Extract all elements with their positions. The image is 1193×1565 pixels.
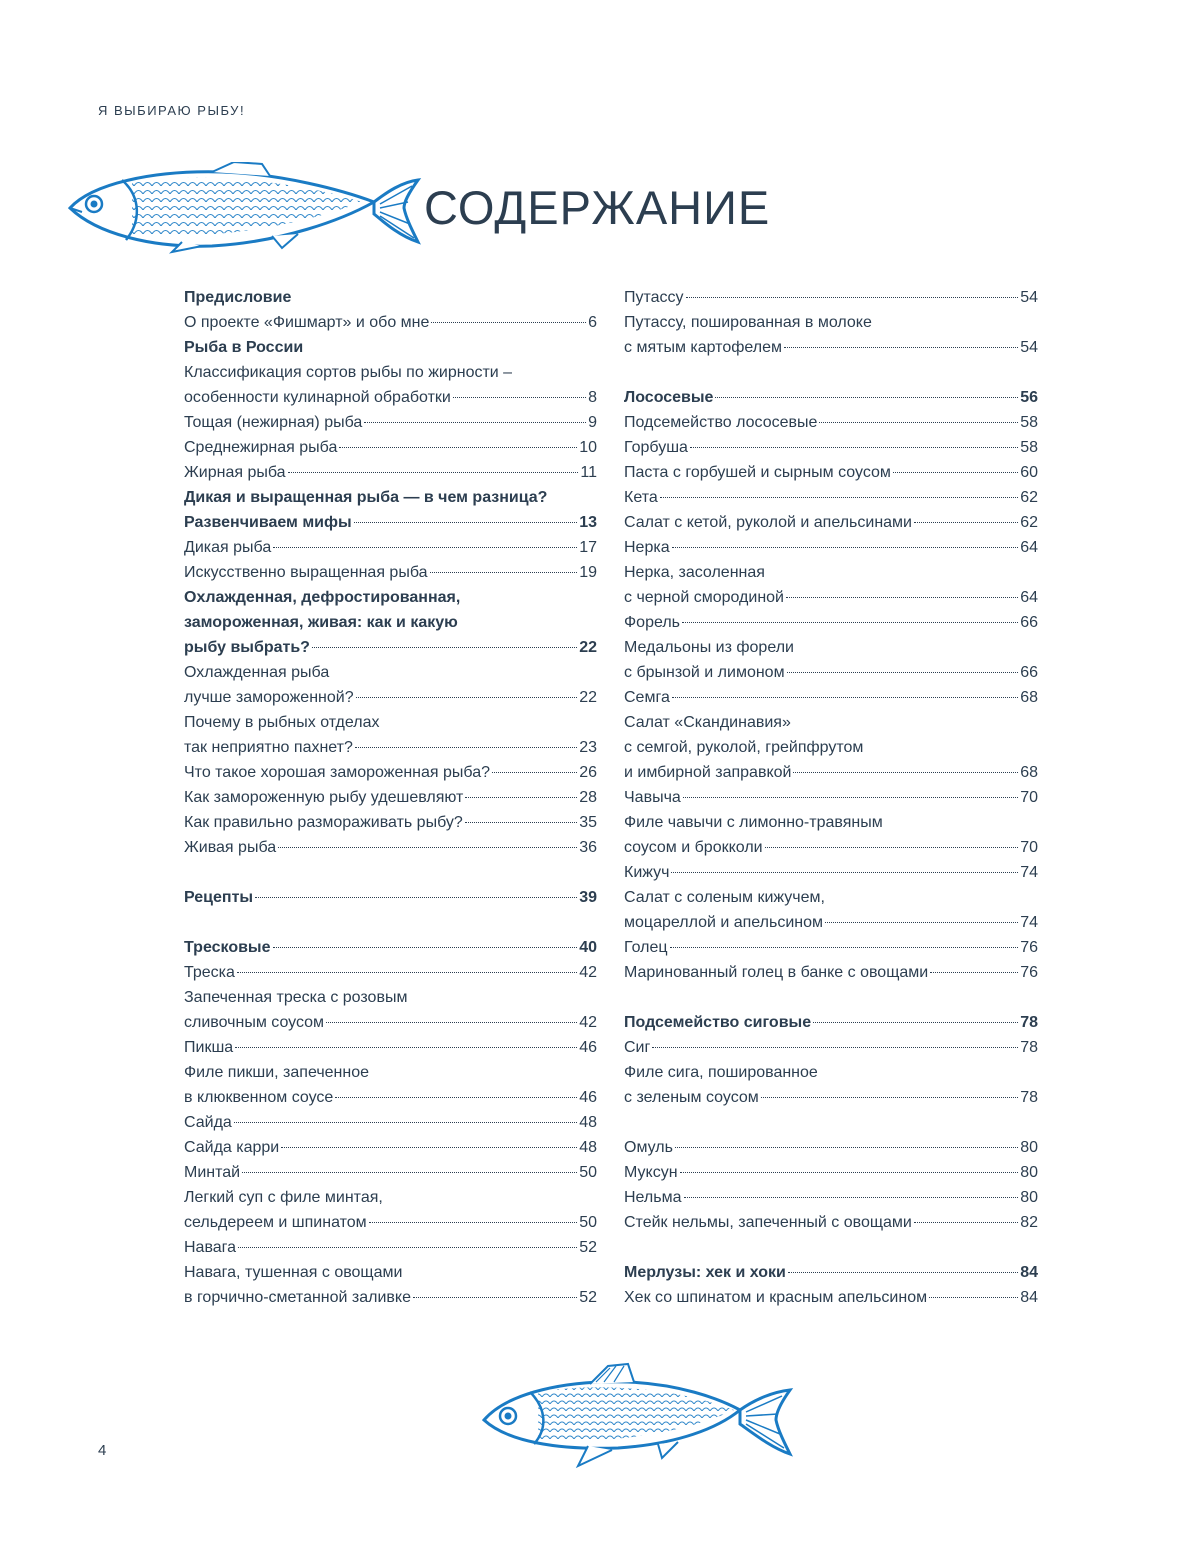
toc-entry-title: соусом и брокколи xyxy=(624,839,763,856)
toc-entry-page: 42 xyxy=(579,1014,597,1031)
toc-entry-title: Сайда карри xyxy=(184,1139,280,1156)
dot-leader xyxy=(788,1271,1018,1273)
dot-leader xyxy=(929,1296,1018,1298)
toc-entry xyxy=(184,1185,597,1210)
dot-leader xyxy=(354,521,578,523)
dot-leader xyxy=(793,771,1018,773)
toc-section-heading xyxy=(184,585,597,610)
toc-entry-title: Что такое хорошая замороженная рыба? xyxy=(184,764,491,781)
toc-entry-title: Навага xyxy=(184,1239,237,1256)
toc-entry-title: Как правильно размораживать рыбу? xyxy=(184,814,463,831)
toc-entry xyxy=(624,685,1038,710)
toc-entry-page: 68 xyxy=(1020,764,1038,781)
toc-entry-title: Жирная рыба xyxy=(184,464,286,481)
toc-entry xyxy=(624,285,1038,310)
toc-spacer xyxy=(624,360,1038,385)
toc-entry-page: 78 xyxy=(1020,1014,1038,1031)
toc-entry xyxy=(624,1210,1038,1235)
toc-entry-title: Лососевые xyxy=(624,389,714,406)
page-title: СОДЕРЖАНИЕ xyxy=(424,181,771,234)
toc-entry xyxy=(624,735,1038,760)
toc-entry xyxy=(184,1060,597,1085)
toc-spacer xyxy=(184,910,597,935)
toc-entry-title: Подсемейство лососевые xyxy=(624,414,818,431)
dot-leader xyxy=(369,1221,578,1223)
toc-entry-page: 10 xyxy=(579,439,597,456)
toc-entry-title: в горчично-сметанной заливке xyxy=(184,1289,411,1306)
toc-entry-title: и имбирной заправкой xyxy=(624,764,792,781)
toc-entry-page: 22 xyxy=(579,689,597,706)
dot-leader xyxy=(235,1046,577,1048)
toc-entry xyxy=(624,635,1038,660)
toc-entry-page: 6 xyxy=(588,314,597,331)
toc-entry-page: 39 xyxy=(579,889,597,906)
toc-entry-page: 11 xyxy=(580,464,597,481)
toc-entry-page: 82 xyxy=(1020,1214,1038,1231)
toc-entry-page: 80 xyxy=(1020,1164,1038,1181)
toc-entry-title: Горбуша xyxy=(624,439,688,456)
toc-entry-title: Муксун xyxy=(624,1164,678,1181)
toc-section-heading xyxy=(184,485,597,510)
toc-entry-page: 62 xyxy=(1020,489,1038,506)
toc-entry xyxy=(184,1010,597,1035)
toc-entry-title: Кижуч xyxy=(624,864,670,881)
dot-leader xyxy=(683,796,1018,798)
toc-entry-title: Живая рыба xyxy=(184,839,277,856)
dot-leader xyxy=(825,921,1018,923)
toc-entry-page: 60 xyxy=(1020,464,1038,481)
toc-entry-title: Салат с соленым кижучем, xyxy=(624,889,825,906)
toc-entry-page: 46 xyxy=(579,1039,597,1056)
toc-entry-page: 52 xyxy=(579,1289,597,1306)
toc-entry xyxy=(624,860,1038,885)
dot-leader xyxy=(339,446,577,448)
toc-entry xyxy=(624,610,1038,635)
toc-entry-title: так неприятно пахнет? xyxy=(184,739,353,756)
toc-entry xyxy=(624,510,1038,535)
toc-entry-title: Салат с кетой, руколой и апельсинами xyxy=(624,514,912,531)
dot-leader xyxy=(413,1296,577,1298)
toc-entry-title: Минтай xyxy=(184,1164,241,1181)
toc-entry-title: Маринованный голец в банке с овощами xyxy=(624,964,929,981)
toc-spacer xyxy=(184,860,597,885)
toc-entry-title: Треска xyxy=(184,964,235,981)
toc-entry-page: 13 xyxy=(579,514,597,531)
toc-entry xyxy=(624,435,1038,460)
dot-leader xyxy=(914,1221,1018,1223)
toc-entry xyxy=(184,1135,597,1160)
dot-leader xyxy=(819,421,1018,423)
dot-leader xyxy=(430,571,578,573)
toc-entry-title: Тресковые xyxy=(184,939,271,956)
dot-leader xyxy=(684,1196,1019,1198)
toc-entry xyxy=(184,960,597,985)
toc-entry-title: Искусственно выращенная рыба xyxy=(184,564,428,581)
toc-section-heading xyxy=(184,510,597,535)
toc-entry-page: 68 xyxy=(1020,689,1038,706)
toc-entry xyxy=(184,1260,597,1285)
toc-entry-title: Нерка, засоленная xyxy=(624,564,765,581)
toc-entry-title: в клюквенном соусе xyxy=(184,1089,334,1106)
toc-entry-title: Пикша xyxy=(184,1039,234,1056)
dot-leader xyxy=(715,396,1018,398)
toc-entry-title: Салат «Скандинавия» xyxy=(624,714,791,731)
toc-entry-title: с черной смородиной xyxy=(624,589,784,606)
toc-entry-title: моцареллой и апельсином xyxy=(624,914,824,931)
toc-entry xyxy=(624,1285,1038,1310)
toc-entry xyxy=(624,1135,1038,1160)
toc-entry-title: с зеленым соусом xyxy=(624,1089,759,1106)
toc-entry-page: 66 xyxy=(1020,664,1038,681)
toc-entry-title: Дикая и выращенная рыба — в чем разница? xyxy=(184,489,548,506)
toc-entry-page: 80 xyxy=(1020,1139,1038,1156)
toc-entry-title: Классификация сортов рыбы по жирности – xyxy=(184,364,513,381)
dot-leader xyxy=(914,521,1018,523)
toc-entry-page: 48 xyxy=(579,1114,597,1131)
toc-entry-title: Филе пикши, запеченное xyxy=(184,1064,370,1081)
dot-leader xyxy=(671,871,1018,873)
toc-entry-page: 54 xyxy=(1020,289,1038,306)
toc-section-heading xyxy=(184,885,597,910)
toc-entry-page: 84 xyxy=(1020,1264,1038,1281)
toc-entry xyxy=(624,485,1038,510)
toc-entry-title: Путассу, пошированная в молоке xyxy=(624,314,872,331)
dot-leader xyxy=(930,971,1018,973)
toc-entry xyxy=(184,1085,597,1110)
dot-leader xyxy=(652,1046,1018,1048)
toc-entry xyxy=(624,335,1038,360)
toc-entry xyxy=(624,460,1038,485)
toc-entry-title: Запеченная треска с розовым xyxy=(184,989,408,1006)
toc-entry-title: Сайда xyxy=(184,1114,232,1131)
dot-leader xyxy=(787,671,1019,673)
toc-entry-page: 54 xyxy=(1020,339,1038,356)
toc-entry xyxy=(184,1160,597,1185)
toc-entry xyxy=(624,410,1038,435)
toc-entry-page: 62 xyxy=(1020,514,1038,531)
toc-entry-title: Хек со шпинатом и красным апельсином xyxy=(624,1289,928,1306)
toc-entry-title: Предисловие xyxy=(184,289,292,306)
toc-entry xyxy=(184,835,597,860)
dot-leader xyxy=(675,1146,1018,1148)
toc-entry-title: Нельма xyxy=(624,1189,682,1206)
toc-entry-title: Голец xyxy=(624,939,668,956)
toc-entry xyxy=(184,985,597,1010)
toc-entry xyxy=(624,1060,1038,1085)
toc-entry xyxy=(184,810,597,835)
toc-entry-title: с мятым картофелем xyxy=(624,339,782,356)
toc-entry xyxy=(184,685,597,710)
toc-entry xyxy=(624,310,1038,335)
toc-entry-page: 26 xyxy=(579,764,597,781)
toc-entry xyxy=(184,785,597,810)
toc-entry-page: 19 xyxy=(579,564,597,581)
toc-entry xyxy=(184,1235,597,1260)
toc-entry-title: Семга xyxy=(624,689,670,706)
toc-entry xyxy=(184,310,597,335)
toc-entry-page: 70 xyxy=(1020,789,1038,806)
dot-leader xyxy=(237,971,577,973)
toc-entry xyxy=(624,885,1038,910)
dot-leader xyxy=(335,1096,577,1098)
toc-entry xyxy=(184,560,597,585)
toc-entry-page: 9 xyxy=(588,414,597,431)
toc-entry xyxy=(184,1210,597,1235)
toc-entry-page: 56 xyxy=(1020,389,1038,406)
toc-entry-page: 8 xyxy=(588,389,597,406)
toc-entry-page: 36 xyxy=(579,839,597,856)
dot-leader xyxy=(356,696,578,698)
dot-leader xyxy=(765,846,1019,848)
toc-entry-title: Кета xyxy=(624,489,658,506)
toc-entry-title: с брынзой и лимоном xyxy=(624,664,785,681)
dot-leader xyxy=(234,1121,577,1123)
toc-entry-page: 78 xyxy=(1020,1089,1038,1106)
toc-entry-page: 17 xyxy=(579,539,597,556)
toc-entry-page: 74 xyxy=(1020,914,1038,931)
toc-section-heading xyxy=(624,385,1038,410)
toc-entry xyxy=(624,1185,1038,1210)
toc-entry-title: Сиг xyxy=(624,1039,651,1056)
toc-entry xyxy=(184,1035,597,1060)
toc-entry xyxy=(624,935,1038,960)
dot-leader xyxy=(465,821,577,823)
dot-leader xyxy=(281,1146,577,1148)
toc-entry-title: Тощая (нежирная) рыба xyxy=(184,414,363,431)
fish-illustration-bottom xyxy=(478,1362,798,1472)
toc-entry-title: с семгой, руколой, грейпфрутом xyxy=(624,739,864,756)
toc-entry xyxy=(184,460,597,485)
toc-entry-page: 22 xyxy=(579,639,597,656)
toc-entry-page: 28 xyxy=(579,789,597,806)
toc-entry-page: 23 xyxy=(579,739,597,756)
dot-leader xyxy=(786,596,1018,598)
toc-entry xyxy=(624,535,1038,560)
toc-section-heading xyxy=(184,335,597,360)
toc-entry xyxy=(184,360,597,385)
toc-entry xyxy=(624,1035,1038,1060)
toc-entry xyxy=(624,835,1038,860)
dot-leader xyxy=(672,696,1018,698)
toc-entry-page: 48 xyxy=(579,1139,597,1156)
toc-entry-page: 50 xyxy=(579,1164,597,1181)
toc-entry-title: Форель xyxy=(624,614,680,631)
dot-leader xyxy=(761,1096,1018,1098)
toc-entry-title: сельдереем и шпинатом xyxy=(184,1214,367,1231)
dot-leader xyxy=(242,1171,577,1173)
toc-entry-page: 84 xyxy=(1020,1289,1038,1306)
toc-entry xyxy=(624,585,1038,610)
toc-entry-page: 50 xyxy=(579,1214,597,1231)
toc-entry-page: 40 xyxy=(579,939,597,956)
dot-leader xyxy=(682,621,1018,623)
toc-column-right xyxy=(624,285,1038,1310)
toc-entry xyxy=(624,910,1038,935)
dot-leader xyxy=(288,471,579,473)
toc-entry-title: Филе чавычи с лимонно-травяным xyxy=(624,814,883,831)
running-head: Я ВЫБИРАЮ РЫБУ! xyxy=(98,103,246,118)
toc-entry-title: Омуль xyxy=(624,1139,673,1156)
toc-entry-title: Дикая рыба xyxy=(184,539,272,556)
toc-entry-page: 64 xyxy=(1020,539,1038,556)
toc-entry-page: 70 xyxy=(1020,839,1038,856)
toc-entry xyxy=(624,560,1038,585)
toc-entry-title: Чавыча xyxy=(624,789,681,806)
toc-entry-page: 35 xyxy=(579,814,597,831)
dot-leader xyxy=(893,471,1018,473)
toc-entry xyxy=(624,960,1038,985)
toc-entry xyxy=(184,735,597,760)
toc-spacer xyxy=(624,985,1038,1010)
dot-leader xyxy=(326,1021,577,1023)
toc-entry-title: замороженная, живая: как и какую xyxy=(184,614,458,631)
toc-entry-title: рыбу выбрать? xyxy=(184,639,310,656)
dot-leader xyxy=(465,796,577,798)
toc-entry-title: Мерлузы: хек и хоки xyxy=(624,1264,786,1281)
toc-entry-title: Подсемейство сиговые xyxy=(624,1014,812,1031)
toc-entry-title: Почему в рыбных отделах xyxy=(184,714,380,731)
toc-entry-title: Охлажденная, дефростированная, xyxy=(184,589,461,606)
dot-leader xyxy=(672,546,1019,548)
toc-entry xyxy=(184,1285,597,1310)
toc-entry-title: Развенчиваем мифы xyxy=(184,514,352,531)
toc-entry xyxy=(624,1085,1038,1110)
toc-entry-title: Навага, тушенная с овощами xyxy=(184,1264,403,1281)
toc-entry-page: 58 xyxy=(1020,414,1038,431)
toc-entry xyxy=(624,810,1038,835)
toc-entry-page: 46 xyxy=(579,1089,597,1106)
toc-entry-page: 64 xyxy=(1020,589,1038,606)
toc-entry-title: Как замороженную рыбу удешевляют xyxy=(184,789,464,806)
toc-entry-page: 74 xyxy=(1020,864,1038,881)
toc-entry-title: лучше замороженной? xyxy=(184,689,354,706)
dot-leader xyxy=(784,346,1018,348)
toc-entry-title: Стейк нельмы, запеченный с овощами xyxy=(624,1214,912,1231)
toc-entry-title: О проекте «Фишмарт» и обо мне xyxy=(184,314,430,331)
toc-entry-title: Паста с горбушей и сырным соусом xyxy=(624,464,891,481)
dot-leader xyxy=(273,946,578,948)
dot-leader xyxy=(670,946,1019,948)
toc-entry xyxy=(624,710,1038,735)
dot-leader xyxy=(690,446,1018,448)
toc-entry xyxy=(184,410,597,435)
toc-section-heading xyxy=(184,635,597,660)
dot-leader xyxy=(355,746,577,748)
toc-entry xyxy=(624,660,1038,685)
toc-column-left xyxy=(184,285,597,1310)
toc-section-heading xyxy=(184,935,597,960)
toc-section-heading xyxy=(624,1260,1038,1285)
toc-entry xyxy=(184,760,597,785)
toc-entry xyxy=(184,1110,597,1135)
toc-spacer xyxy=(624,1235,1038,1260)
toc-entry xyxy=(184,535,597,560)
toc-entry-page: 78 xyxy=(1020,1039,1038,1056)
toc-entry-title: сливочным соусом xyxy=(184,1014,325,1031)
toc-entry-title: Нерка xyxy=(624,539,670,556)
dot-leader xyxy=(273,546,577,548)
dot-leader xyxy=(680,1171,1019,1173)
dot-leader xyxy=(278,846,577,848)
toc-section-heading xyxy=(624,1010,1038,1035)
toc-section-heading xyxy=(184,610,597,635)
toc-entry-page: 58 xyxy=(1020,439,1038,456)
fish-illustration-top xyxy=(62,162,422,254)
toc-entry-title: Рецепты xyxy=(184,889,254,906)
page-number: 4 xyxy=(98,1442,107,1459)
toc-entry-title: Легкий суп с филе минтая, xyxy=(184,1189,383,1206)
dot-leader xyxy=(431,321,586,323)
toc-entry xyxy=(184,710,597,735)
dot-leader xyxy=(364,421,586,423)
toc-entry-page: 80 xyxy=(1020,1189,1038,1206)
toc-entry xyxy=(624,760,1038,785)
dot-leader xyxy=(686,296,1019,298)
toc-entry xyxy=(184,435,597,460)
toc-entry-title: Путассу xyxy=(624,289,684,306)
toc-entry xyxy=(624,785,1038,810)
toc-entry-page: 42 xyxy=(579,964,597,981)
toc-entry xyxy=(184,660,597,685)
dot-leader xyxy=(453,396,586,398)
toc-entry-title: Филе сига, пошированное xyxy=(624,1064,818,1081)
toc-spacer xyxy=(624,1110,1038,1135)
toc-entry-title: Медальоны из форели xyxy=(624,639,794,656)
dot-leader xyxy=(813,1021,1018,1023)
toc-entry-page: 52 xyxy=(579,1239,597,1256)
toc-entry-page: 66 xyxy=(1020,614,1038,631)
toc-entry-page: 76 xyxy=(1020,939,1038,956)
dot-leader xyxy=(312,646,577,648)
toc-entry-page: 76 xyxy=(1020,964,1038,981)
dot-leader xyxy=(255,896,577,898)
dot-leader xyxy=(660,496,1018,498)
dot-leader xyxy=(238,1246,577,1248)
toc-entry xyxy=(624,1160,1038,1185)
dot-leader xyxy=(492,771,577,773)
toc-section-heading xyxy=(184,285,597,310)
toc-entry-title: Рыба в России xyxy=(184,339,304,356)
toc-entry xyxy=(184,385,597,410)
toc-entry-title: Охлажденная рыба xyxy=(184,664,330,681)
toc-entry-title: Среднежирная рыба xyxy=(184,439,338,456)
toc-entry-title: особенности кулинарной обработки xyxy=(184,389,451,406)
